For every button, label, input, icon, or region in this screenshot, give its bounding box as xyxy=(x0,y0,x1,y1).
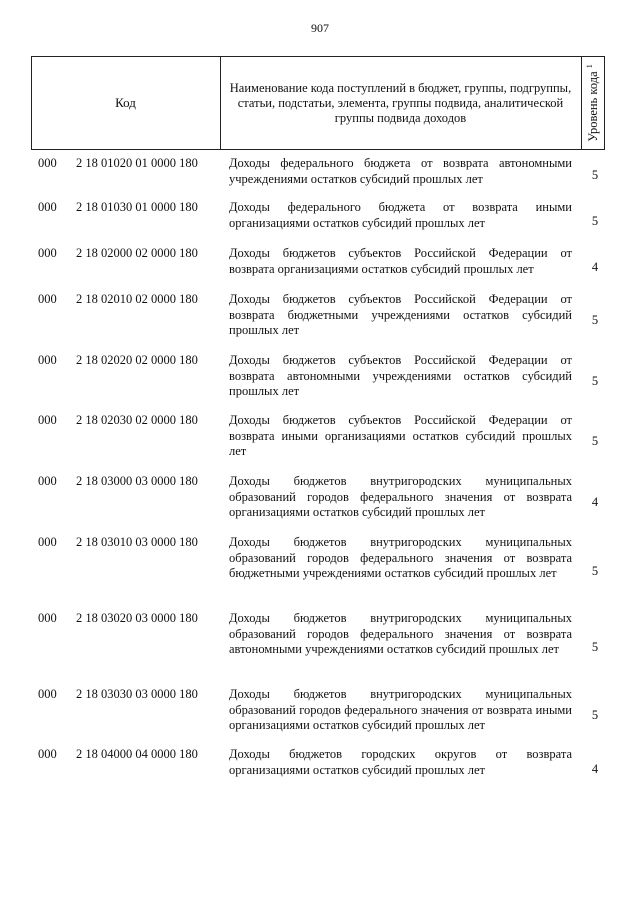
header-name: Наименование кода поступлений в бюджет, группы, подгруппы, статьи, подстатьи, элемента, группы подвида, аналитической группы подвида доходов xyxy=(229,80,572,125)
row-code: 2 18 01030 01 0000 180 xyxy=(76,200,198,214)
row-admin-code: 000 xyxy=(38,353,57,367)
row-name: Доходы федерального бюджета от возврата иными организациями остатков субсидий прошлых лет xyxy=(229,200,572,230)
row-name: Доходы бюджетов внутригородских муниципальных образований городов федерального значения от возврата автономными учреждениями остатков субсидий прошлых лет xyxy=(229,611,572,656)
row-admin-code: 000 xyxy=(38,156,57,170)
table-row xyxy=(0,246,640,279)
page-number: 907 xyxy=(311,21,329,35)
row-name: Доходы бюджетов внутригородских муниципальных образований городов федерального значения от возврата иными организациями остатков субсидий прошлых лет xyxy=(229,687,572,732)
row-name: Доходы бюджетов субъектов Российской Федерации от возврата бюджетными учреждениями остатков субсидий прошлых лет xyxy=(229,292,572,337)
row-level: 5 xyxy=(591,313,599,327)
header-level xyxy=(581,56,605,150)
table-row xyxy=(0,200,640,233)
table-row xyxy=(0,474,640,522)
table-row xyxy=(0,156,640,189)
row-level: 4 xyxy=(591,260,599,274)
row-name: Доходы федерального бюджета от возврата автономными учреждениями остатков субсидий прошлых лет xyxy=(229,156,572,186)
row-name: Доходы бюджетов субъектов Российской Федерации от возврата иными организациями остатков субсидий прошлых лет xyxy=(229,413,572,458)
row-level: 5 xyxy=(591,214,599,228)
row-level: 5 xyxy=(591,374,599,388)
header-code: Код xyxy=(115,95,136,110)
row-admin-code: 000 xyxy=(38,474,57,488)
row-code: 2 18 02020 02 0000 180 xyxy=(76,353,198,367)
row-code: 2 18 03010 03 0000 180 xyxy=(76,535,198,549)
row-admin-code: 000 xyxy=(38,246,57,260)
row-level: 5 xyxy=(591,640,599,654)
table-row xyxy=(0,747,640,780)
header-level-footnote: 1 xyxy=(584,64,594,69)
row-name: Доходы бюджетов городских округов от возврата организациями остатков субсидий прошлых лет xyxy=(229,747,572,777)
row-admin-code: 000 xyxy=(38,747,57,761)
row-admin-code: 000 xyxy=(38,535,57,549)
row-admin-code: 000 xyxy=(38,611,57,625)
row-code: 2 18 04000 04 0000 180 xyxy=(76,747,198,761)
table-row xyxy=(0,353,640,401)
table-row xyxy=(0,292,640,340)
row-code: 2 18 03030 03 0000 180 xyxy=(76,687,198,701)
row-code: 2 18 02010 02 0000 180 xyxy=(76,292,198,306)
row-code: 2 18 02000 02 0000 180 xyxy=(76,246,198,260)
row-level: 5 xyxy=(591,708,599,722)
row-code: 2 18 01020 01 0000 180 xyxy=(76,156,198,170)
table-row xyxy=(0,413,640,461)
table-row xyxy=(0,535,640,599)
header-level-label: Уровень кода xyxy=(586,71,601,142)
header-level-text xyxy=(585,64,601,142)
table-row xyxy=(0,687,640,735)
row-level: 4 xyxy=(591,762,599,776)
row-admin-code: 000 xyxy=(38,292,57,306)
row-admin-code: 000 xyxy=(38,687,57,701)
row-code: 2 18 03000 03 0000 180 xyxy=(76,474,198,488)
row-code: 2 18 03020 03 0000 180 xyxy=(76,611,198,625)
row-name: Доходы бюджетов внутригородских муниципальных образований городов федерального значения от возврата организациями остатков субсидий прошлых лет xyxy=(229,474,572,519)
row-name: Доходы бюджетов субъектов Российской Федерации от возврата организациями остатков субсидий прошлых лет xyxy=(229,246,572,276)
row-admin-code: 000 xyxy=(38,413,57,427)
row-name: Доходы бюджетов внутригородских муниципальных образований городов федерального значения от возврата бюджетными учреждениями остатков субсидий прошлых лет xyxy=(229,535,572,580)
row-level: 5 xyxy=(591,434,599,448)
row-level: 4 xyxy=(591,495,599,509)
row-admin-code: 000 xyxy=(38,200,57,214)
row-name: Доходы бюджетов субъектов Российской Федерации от возврата автономными учреждениями остатков субсидий прошлых лет xyxy=(229,353,572,398)
row-level: 5 xyxy=(591,564,599,578)
table-header xyxy=(31,56,605,150)
row-code: 2 18 02030 02 0000 180 xyxy=(76,413,198,427)
row-level: 5 xyxy=(591,168,599,182)
table-row xyxy=(0,611,640,675)
